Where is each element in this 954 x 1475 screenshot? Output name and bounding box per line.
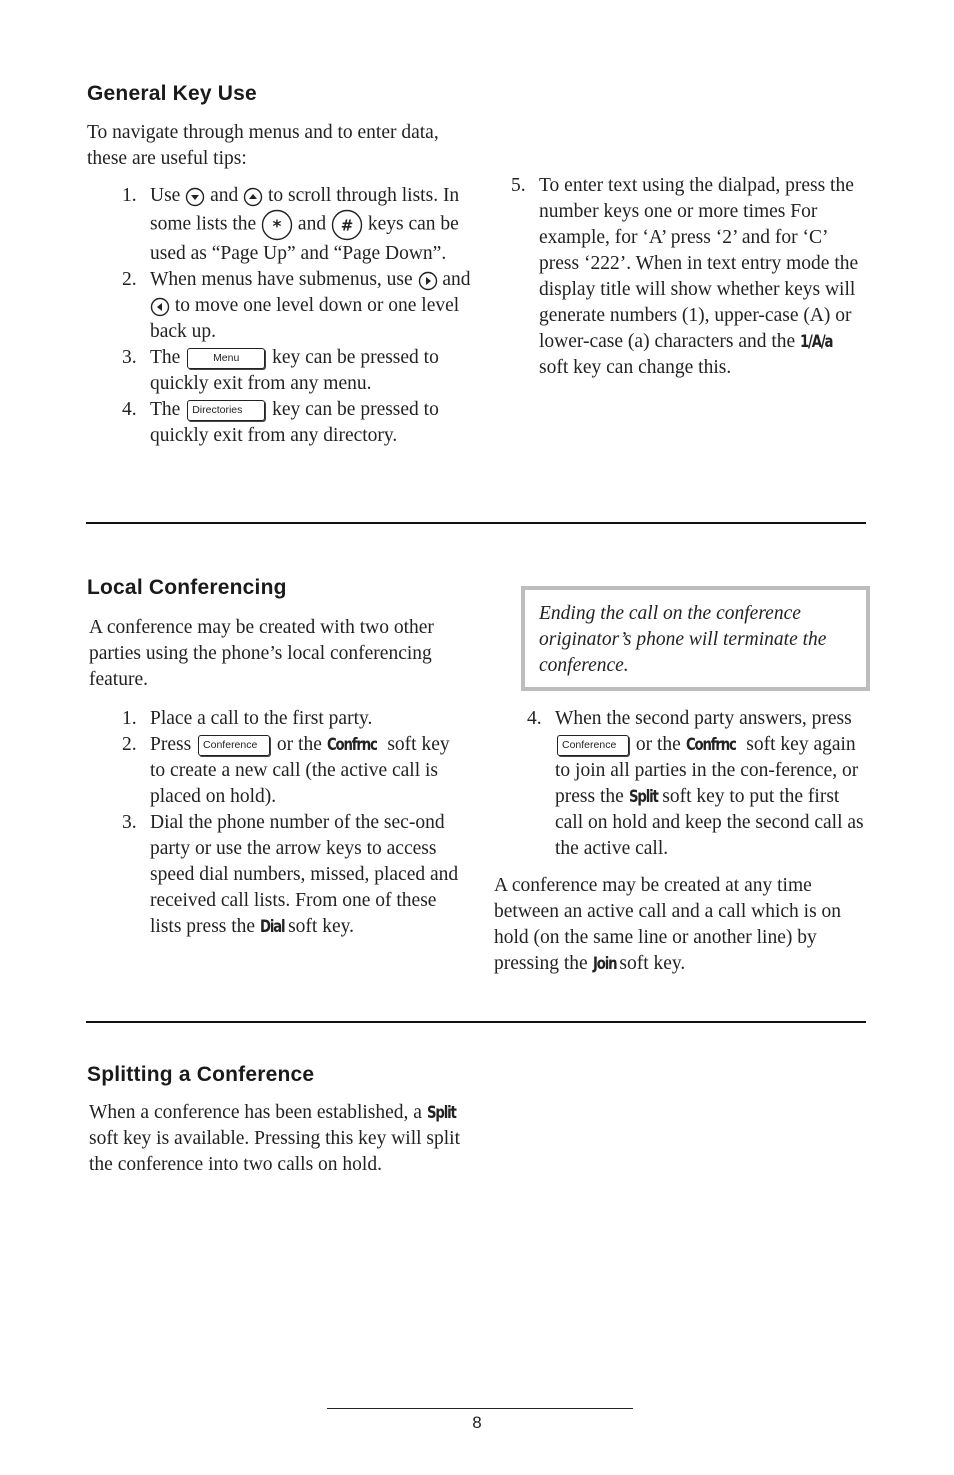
conference-key: Conference xyxy=(557,735,629,756)
arrow-left-icon xyxy=(150,297,170,317)
list-item: 4. When the second party answers, press Conference or the Confrnc soft key again to join all parties in the con-ference, or press the Split soft key to put the first call on hold and keep the second call as the active call. xyxy=(527,708,864,859)
list-item: 3. The Menu key can be pressed to quickly exit from any menu. xyxy=(122,347,439,394)
list-item: 3. Dial the phone number of the sec-ond party or use the arrow keys to access speed dial numbers, missed, placed and received call lists. From one of these lists press the Dial soft key. xyxy=(122,810,467,940)
list-item: 4. The Directories key can be pressed to quickly exit from any directory. xyxy=(122,399,439,446)
section-divider xyxy=(86,522,866,524)
local-outro: A conference may be created at any time between an active call and a call which is on hold (on the same line or another line) by pressing the Join soft key. xyxy=(494,873,866,977)
soft-key-label: Dial xyxy=(259,917,285,937)
section-heading-local-conferencing: Local Conferencing xyxy=(87,576,287,599)
section-divider xyxy=(86,1021,866,1023)
section-heading-general-key-use: General Key Use xyxy=(87,82,257,105)
arrow-down-icon xyxy=(185,187,205,207)
local-steps-list-continued xyxy=(527,706,872,862)
soft-key-label: 1/A/a xyxy=(800,332,833,352)
local-steps-list xyxy=(122,706,467,940)
split-paragraph: When a conference has been established, a Split soft key is available. Pressing this key will split the conference into two calls on hold. xyxy=(89,1102,461,1175)
soft-key-label: Confrnc xyxy=(326,735,377,755)
list-item: 2. Press Conference or the Confrnc soft key to create a new call (the active call is placed on hold). xyxy=(122,734,450,807)
svg-text:#: # xyxy=(340,216,354,235)
local-intro: A conference may be created with two other parties using the phone’s local conferencing feature. xyxy=(89,617,434,690)
list-item: 2. When menus have submenus, use and to move one level down or one level back up. xyxy=(122,269,471,342)
list-item: 5. To enter text using the dialpad, press the number keys one or more times For example, for ‘A’ press ‘2’ and for ‘C’ press ‘222’. When in text entry mode the display title will show whether keys will generate numbers (1), upper-case (A) or lower-case (a) characters and the 1/A/a soft key can change this. xyxy=(511,175,859,378)
section-heading-splitting-conference: Splitting a Conference xyxy=(87,1063,315,1086)
star-key-icon xyxy=(261,209,293,241)
conference-key: Conference xyxy=(198,735,270,756)
arrow-up-icon xyxy=(243,187,263,207)
soft-key-label: Confrnc xyxy=(685,735,736,755)
general-intro: To navigate through menus and to enter data, these are useful tips: xyxy=(87,122,439,169)
menu-key: Menu xyxy=(187,348,265,369)
soft-key-label: Split xyxy=(426,1103,456,1123)
directories-key: Directories xyxy=(187,400,265,421)
arrow-right-icon xyxy=(418,271,438,291)
soft-key-label: Join xyxy=(592,954,616,974)
list-item: 1. Use and to scroll through lists. In some lists the * and # keys can be used as “Page Up” and “Page Down”. xyxy=(122,185,460,264)
general-tips-list-continued xyxy=(511,173,861,381)
hash-key-icon xyxy=(331,209,363,241)
list-item: 1. Place a call to the first party. xyxy=(122,708,373,729)
general-tips-list xyxy=(122,183,482,449)
svg-text:*: * xyxy=(272,217,282,237)
soft-key-label: Split xyxy=(628,787,658,807)
page-number: 8 xyxy=(472,1413,482,1432)
footer-rule xyxy=(327,1408,633,1409)
note-box: Ending the call on the conference originator’s phone will terminate the conference. xyxy=(521,586,870,691)
